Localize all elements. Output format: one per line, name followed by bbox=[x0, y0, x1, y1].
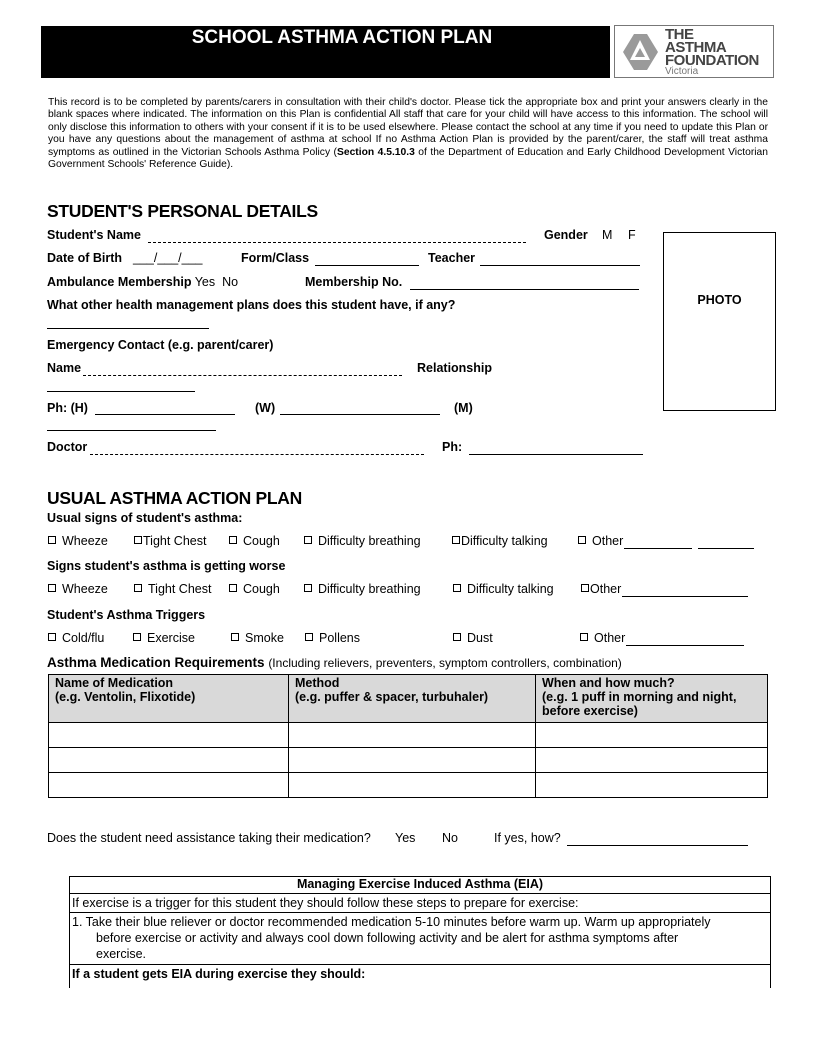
ambulance-no-option[interactable]: No bbox=[222, 275, 239, 289]
photo-box: PHOTO bbox=[663, 232, 776, 411]
dob-field[interactable]: ___/___/___ bbox=[133, 251, 203, 265]
gender-f-option[interactable]: F bbox=[628, 228, 636, 242]
medication-table-header bbox=[49, 675, 768, 723]
teacher-label: Teacher bbox=[428, 251, 476, 265]
relationship-field[interactable] bbox=[47, 391, 195, 392]
table-row bbox=[49, 723, 768, 748]
worse-other-field[interactable] bbox=[622, 596, 748, 597]
eia-intro: If exercise is a trigger for this student they should follow these steps to prepare for exercise: bbox=[72, 896, 579, 910]
phone-mobile-field[interactable] bbox=[47, 430, 216, 431]
phone-work-label: (W) bbox=[255, 401, 276, 415]
phone-home-label: Ph: (H) bbox=[47, 401, 88, 415]
eia-title: Managing Exercise Induced Asthma (EIA) bbox=[296, 877, 544, 891]
emergency-name-label: Name bbox=[47, 361, 82, 375]
logo-triangle-icon bbox=[617, 30, 663, 74]
table-cell[interactable] bbox=[289, 773, 536, 798]
membership-no-label: Membership No. bbox=[305, 275, 403, 289]
medication-requirements-heading: Asthma Medication Requirements (Including relievers, preventers, symptom controllers, combination) bbox=[47, 655, 622, 670]
table-cell[interactable] bbox=[536, 773, 768, 798]
medication-table bbox=[48, 674, 768, 798]
table-cell[interactable] bbox=[289, 723, 536, 748]
worse-difficulty-breathing-checkbox[interactable]: Difficulty breathing bbox=[304, 582, 421, 596]
logo-text: THE ASTHMA FOUNDATION bbox=[665, 26, 759, 69]
worse-wheeze-checkbox[interactable]: Wheeze bbox=[48, 582, 108, 596]
emergency-name-field[interactable] bbox=[83, 375, 402, 376]
asthma-foundation-logo bbox=[614, 25, 774, 78]
worse-signs-label: Signs student's asthma is getting worse bbox=[47, 559, 286, 573]
phone-home-field[interactable] bbox=[95, 414, 235, 415]
trigger-dust-checkbox[interactable]: Dust bbox=[453, 631, 493, 645]
trigger-cold-flu-checkbox[interactable]: Cold/flu bbox=[48, 631, 104, 645]
sign-difficulty-breathing-checkbox[interactable]: Difficulty breathing bbox=[304, 534, 421, 548]
table-cell[interactable] bbox=[49, 723, 289, 748]
eia-step1-line3: exercise. bbox=[96, 947, 147, 961]
other-plans-field[interactable] bbox=[47, 328, 209, 329]
if-yes-how-label: If yes, how? bbox=[494, 831, 561, 845]
ambulance-yes-option[interactable]: Yes bbox=[194, 275, 216, 289]
if-yes-how-field[interactable] bbox=[567, 845, 748, 846]
ambulance-membership: Ambulance Membership Yes No bbox=[47, 275, 239, 289]
relationship-label: Relationship bbox=[417, 361, 493, 375]
form-class-label: Form/Class bbox=[241, 251, 310, 265]
trigger-other-checkbox[interactable]: Other bbox=[580, 631, 625, 645]
doctor-phone-label: Ph: bbox=[442, 440, 463, 454]
eia-box bbox=[69, 876, 771, 988]
phone-mobile-label: (M) bbox=[454, 401, 473, 415]
gender-label: Gender bbox=[544, 228, 588, 242]
worse-difficulty-talking-checkbox[interactable]: Difficulty talking bbox=[453, 582, 554, 596]
usual-signs-label: Usual signs of student's asthma: bbox=[47, 511, 243, 525]
sign-difficulty-talking-checkbox[interactable]: Difficulty talking bbox=[452, 534, 548, 548]
column-header-when: When and how much? (e.g. 1 puff in morning and night, before exercise) bbox=[536, 675, 768, 723]
intro-paragraph: This record is to be completed by parents/carers in consultation with their child's doctor. Please tick the appropriate box and print your answers clearly in the blank spaces where indicated. The information on this Plan is confidential All staff that care for your child will have access to this information. The school will only disclose this information to others with your consent if it is to be used elsewhere. Please contact the school at any time if you need to update this Plan or you have any questions about the management of asthma at school If no Asthma Action Plan is provided by the parent/carer, the staff will treat asthma symptoms as outlined in the Victorian Schools Asthma Policy (Section 4.5.10.3 of the Department of Education and Early Childhood Development Victorian Government Schools' Reference Guide). bbox=[48, 97, 768, 171]
gender-m-option[interactable]: M bbox=[602, 228, 613, 242]
column-header-medication: Name of Medication (e.g. Ventolin, Flixotide) bbox=[49, 675, 289, 723]
trigger-pollens-checkbox[interactable]: Pollens bbox=[305, 631, 360, 645]
table-cell[interactable] bbox=[536, 748, 768, 773]
doctor-label: Doctor bbox=[47, 440, 88, 454]
page-title: SCHOOL ASTHMA ACTION PLAN bbox=[191, 27, 493, 48]
eia-step1-line2: before exercise or activity and always cool down following activity and be alert for asthma symptoms after bbox=[96, 931, 679, 945]
worse-tight-chest-checkbox[interactable]: Tight Chest bbox=[134, 582, 211, 596]
table-cell[interactable] bbox=[49, 773, 289, 798]
dob-label: Date of Birth bbox=[47, 251, 122, 265]
student-name-field[interactable] bbox=[148, 242, 526, 243]
eia-step1-line1: 1. Take their blue reliever or doctor recommended medication 5-10 minutes before warm up. Warm up appropriately bbox=[72, 915, 711, 929]
membership-no-field[interactable] bbox=[410, 289, 639, 290]
student-name-label: Student's Name bbox=[47, 228, 141, 242]
trigger-smoke-checkbox[interactable]: Smoke bbox=[231, 631, 284, 645]
sign-cough-checkbox[interactable]: Cough bbox=[229, 534, 280, 548]
table-cell[interactable] bbox=[536, 723, 768, 748]
column-header-method: Method (e.g. puffer & spacer, turbuhaler) bbox=[289, 675, 536, 723]
assistance-question: Does the student need assistance taking their medication? bbox=[47, 831, 371, 845]
sign-other-checkbox[interactable]: Other bbox=[578, 534, 623, 548]
trigger-exercise-checkbox[interactable]: Exercise bbox=[133, 631, 195, 645]
table-row bbox=[49, 748, 768, 773]
sign-other-field-2[interactable] bbox=[698, 548, 754, 549]
doctor-phone-field[interactable] bbox=[469, 454, 643, 455]
worse-cough-checkbox[interactable]: Cough bbox=[229, 582, 280, 596]
sign-wheeze-checkbox[interactable]: Wheeze bbox=[48, 534, 108, 548]
other-plans-label: What other health management plans does this student have, if any? bbox=[47, 298, 456, 312]
trigger-other-field[interactable] bbox=[626, 645, 744, 646]
form-class-field[interactable] bbox=[315, 265, 419, 266]
phone-work-field[interactable] bbox=[280, 414, 440, 415]
sign-other-field[interactable] bbox=[624, 548, 692, 549]
usual-plan-heading: USUAL ASTHMA ACTION PLAN bbox=[47, 488, 302, 508]
table-cell[interactable] bbox=[289, 748, 536, 773]
worse-other-checkbox[interactable]: Other bbox=[581, 582, 621, 596]
triggers-label: Student's Asthma Triggers bbox=[47, 608, 206, 622]
emergency-contact-label: Emergency Contact (e.g. parent/carer) bbox=[47, 338, 274, 352]
table-cell[interactable] bbox=[49, 748, 289, 773]
logo-subtext: Victoria bbox=[665, 66, 699, 77]
eia-if-exercise-label: If a student gets EIA during exercise they should: bbox=[72, 967, 366, 981]
sign-tight-chest-checkbox[interactable]: Tight Chest bbox=[134, 534, 206, 548]
personal-details-heading: STUDENT'S PERSONAL DETAILS bbox=[47, 201, 318, 221]
teacher-field[interactable] bbox=[480, 265, 640, 266]
table-row bbox=[49, 773, 768, 798]
assistance-no-option[interactable]: No bbox=[442, 831, 458, 845]
assistance-yes-option[interactable]: Yes bbox=[395, 831, 416, 845]
doctor-field[interactable] bbox=[90, 454, 424, 455]
